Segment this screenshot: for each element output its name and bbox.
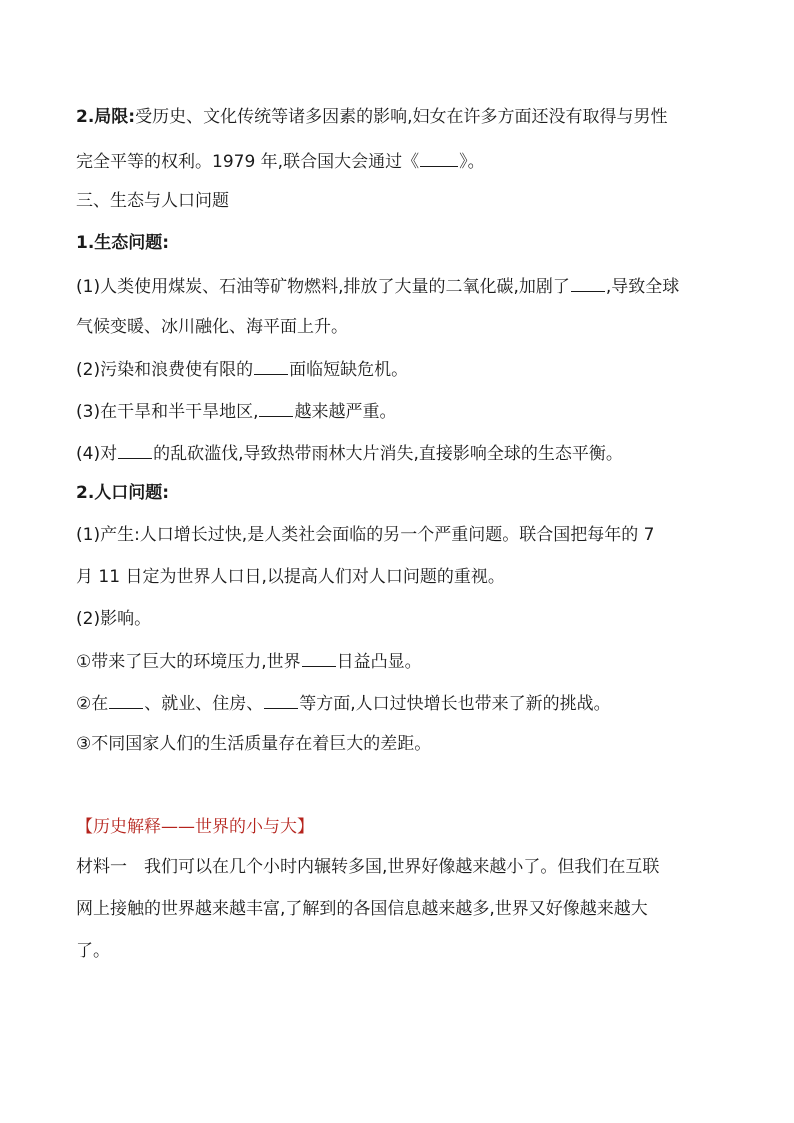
ecology-item-1b: ,导致全球 (605, 277, 680, 297)
answer-blank[interactable] (109, 691, 143, 709)
answer-blank[interactable] (302, 649, 336, 667)
ecology-item-3b: 越来越严重。 (294, 402, 397, 422)
population-item-2: (2)影响。 (76, 609, 152, 629)
population-sub-2c: 等方面,人口过快增长也带来了新的挑战。 (299, 694, 611, 714)
ecology-item-3 (76, 399, 724, 423)
population-item-1-line-2: 月 11 日定为世界人口日,以提高人们对人口问题的重视。 (76, 567, 505, 587)
ecology-item-1-line-2: 气候变暖、冰川融化、海平面上升。 (76, 317, 348, 337)
limitation-line-1 (76, 106, 724, 128)
answer-blank[interactable] (254, 357, 288, 375)
limitation-text-2b: 》。 (459, 152, 485, 172)
ecology-item-2b: 面临短缺危机。 (289, 360, 409, 380)
limitation-line-2 (76, 149, 724, 173)
ecology-item-1a: (1)人类使用煤炭、石油等矿物燃料,排放了大量的二氧化碳,加剧了 (76, 277, 570, 297)
population-sub-2a: ②在 (76, 694, 109, 714)
history-title: 【历史解释——世界的小与大】 (76, 817, 314, 837)
answer-blank[interactable] (264, 691, 298, 709)
material-1-line-1: 材料一 我们可以在几个小时内辗转多国,世界好像越来越小了。但我们在互联 (76, 857, 660, 877)
ecology-heading: 1.生态问题: (76, 233, 170, 253)
answer-blank[interactable] (118, 441, 152, 459)
population-sub-3: ③不同国家人们的生活质量存在着巨大的差距。 (76, 734, 432, 754)
limitation-label: 2.局限: (76, 107, 136, 127)
ecology-item-3a: (3)在干旱和半干旱地区, (76, 402, 259, 422)
population-heading: 2.人口问题: (76, 483, 170, 503)
population-sub-1b: 日益凸显。 (336, 652, 422, 672)
population-sub-2b: 、就业、住房、 (144, 694, 264, 714)
ecology-item-4 (76, 441, 724, 465)
material-1-line-2: 网上接触的世界越来越丰富,了解到的各国信息越来越多,世界又好像越来越大 (76, 899, 648, 919)
material-1-line-3: 了。 (76, 941, 110, 961)
limitation-text-2a: 完全平等的权利。1979 年,联合国大会通过《 (76, 152, 420, 172)
section-3-title: 三、生态与人口问题 (76, 191, 229, 211)
ecology-item-1-line-1 (76, 274, 724, 298)
ecology-item-2a: (2)污染和浪费使有限的 (76, 360, 254, 380)
ecology-item-2 (76, 357, 724, 381)
limitation-text-1: 受历史、文化传统等诸多因素的影响,妇女在许多方面还没有取得与男性 (135, 107, 668, 127)
population-sub-1a: ①带来了巨大的环境压力,世界 (76, 652, 301, 672)
population-item-1-line-1: (1)产生:人口增长过快,是人类社会面临的另一个严重问题。联合国把每年的 7 (76, 525, 655, 545)
ecology-item-4a: (4)对 (76, 444, 118, 464)
population-sub-1 (76, 649, 724, 673)
answer-blank[interactable] (259, 399, 293, 417)
answer-blank[interactable] (420, 149, 458, 167)
population-sub-2 (76, 691, 724, 715)
answer-blank[interactable] (571, 274, 605, 292)
ecology-item-4b: 的乱砍滥伐,导致热带雨林大片消失,直接影响全球的生态平衡。 (153, 444, 623, 464)
